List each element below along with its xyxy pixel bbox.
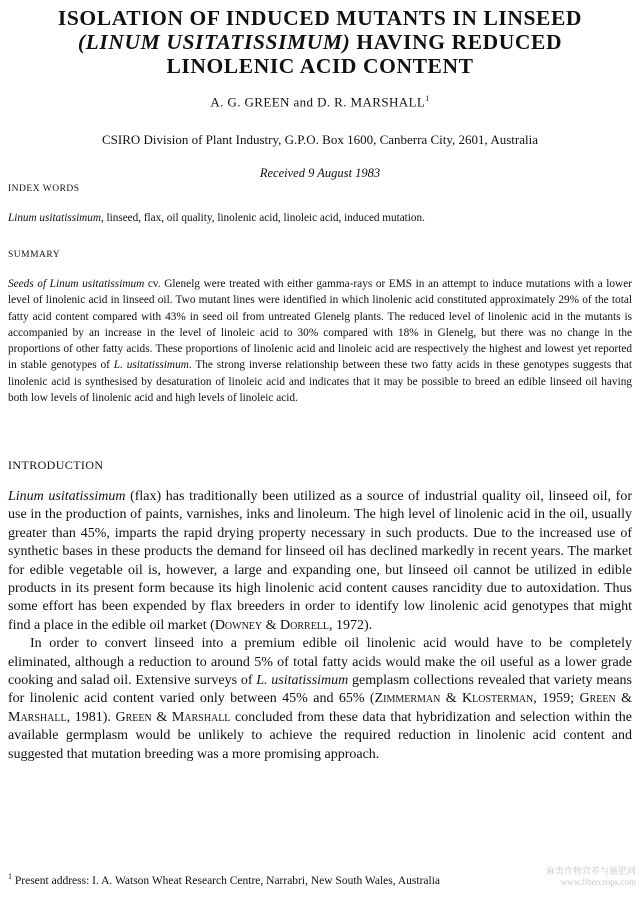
intro-p2-a: In order to convert linseed into a premium edible oil linolenic acid would have to be completely eliminated, although a reduction to around 5% of total fatty acids would make the oil useful as a lower grade cooking and salad oil. Extensive surveys of bbox=[8, 636, 632, 689]
index-words-heading: INDEX WORDS bbox=[8, 184, 80, 194]
watermark-line-2: www.fibercrops.com bbox=[560, 877, 636, 887]
intro-p2-d: , 1981). bbox=[66, 709, 116, 725]
intro-p2-species: L. usitatissimum bbox=[256, 673, 349, 689]
index-words-species: Linum usitatissimum bbox=[8, 212, 101, 224]
intro-p2-b: gemplasm collections revealed that variety means for linolenic acid content varied only between 45% and 65% ( bbox=[8, 673, 632, 707]
intro-paragraph-1 bbox=[8, 488, 632, 635]
authors bbox=[0, 94, 640, 110]
title-line-3: LINOLENIC ACID CONTENT bbox=[166, 54, 474, 78]
watermark bbox=[546, 866, 636, 888]
title-line-2 bbox=[10, 30, 630, 54]
footnote-mark: 1 bbox=[8, 872, 12, 881]
citation: Green & Marshall bbox=[115, 709, 231, 725]
title-line-2-rest: HAVING REDUCED bbox=[350, 30, 563, 54]
title-line-1: ISOLATION OF INDUCED MUTANTS IN LINSEED bbox=[57, 6, 583, 30]
citation: Zimmerman & Klosterman bbox=[374, 691, 534, 707]
author-footnote-mark: 1 bbox=[425, 94, 430, 103]
citation: Downey & Dorrell bbox=[214, 617, 330, 633]
intro-p2-e: concluded from these data that hybridization and selection within the available germplasm would be unlikely to achieve the required reduction in linolenic acid content and suggested that mutation breeding was a more promising approach. bbox=[8, 709, 633, 762]
received-date: Received 9 August 1983 bbox=[259, 166, 381, 180]
footnote-text: Present address: I. A. Watson Wheat Research Centre, Narrabri, New South Wales, Australia bbox=[14, 874, 441, 887]
index-words-list: , linseed, flax, oil quality, linolenic acid, linoleic acid, induced mutation. bbox=[100, 212, 425, 224]
intro-p2-c: , 1959; bbox=[533, 691, 580, 707]
index-words bbox=[8, 212, 632, 224]
summary-part-2: . The strong inverse relationship between these two fatty acids in these genotypes suggests that linolenic acid is synthesised by desaturation of linoleic acid and indicates that it may be possible to breed an edible linseed oil having both low levels of linolenic acid and high levels of linoleic acid. bbox=[8, 359, 632, 405]
author-names: A. G. GREEN and D. R. MARSHALL bbox=[210, 94, 426, 110]
summary-part-1: cv. Glenelg were treated with either gamma-rays or EMS in an attempt to induce mutations with a lower level of linolenic acid in linseed oil. Two mutant lines were identified in which linolenic acid constituted approximately 29% of the total fatty acid content compared with 43% in seed oil from untreated Glenelg plants. The reduced level of linolenic acid in the mutants is accompanied by an increase in the level of linoleic acid to 30% compared with 18% in Glenelg, but there was no change in the proportions of other fatty acids. These proportions of linolenic acid and linoleic acid are respectively the highest and lowest yet reported in stable genotypes of bbox=[8, 278, 632, 372]
footnote bbox=[8, 872, 632, 887]
affiliation: CSIRO Division of Plant Industry, G.P.O. Box 1600, Canberra City, 2601, Australia bbox=[102, 132, 538, 147]
summary-lead: Seeds of Linum usitatissimum bbox=[8, 278, 145, 290]
intro-p1-text: (flax) has traditionally been utilized as a source of industrial quality oil, linseed oil, for use in the production of paints, varnishes, inks and linoleum. The high level of linolenic acid in the oil, usually greater than 45%, imparts the rapid drying property necessary in such products. Due to the increased use of synthetic bases in these products the demand for linseed oil has declined markedly in recent years. The market for edible vegetable oil is, however, a large and expanding one, but linseed oil cannot be utilized in edible products in its present form because its high linolenic acid content causes rancidity due to autoxidation. Thus some effort has been expended by flax breeders in order to identify low linolenic acid genotypes that might find a place in the edible oil market ( bbox=[8, 489, 632, 633]
summary-heading: SUMMARY bbox=[8, 250, 61, 260]
introduction-text bbox=[8, 488, 632, 764]
paper-title bbox=[10, 6, 630, 78]
summary-text bbox=[8, 276, 632, 406]
intro-paragraph-2 bbox=[8, 635, 632, 764]
summary-species: L. usitatissimum bbox=[113, 359, 189, 372]
title-species: (LINUM USITATISSIMUM) bbox=[77, 30, 351, 54]
citation: Green & Marshall bbox=[8, 691, 632, 725]
watermark-line-1: 麻类作物营养与施肥网 bbox=[545, 866, 636, 876]
introduction-heading: INTRODUCTION bbox=[8, 458, 104, 472]
intro-species: Linum usitatissimum bbox=[8, 489, 126, 504]
intro-p1-end: , 1972). bbox=[329, 617, 373, 633]
